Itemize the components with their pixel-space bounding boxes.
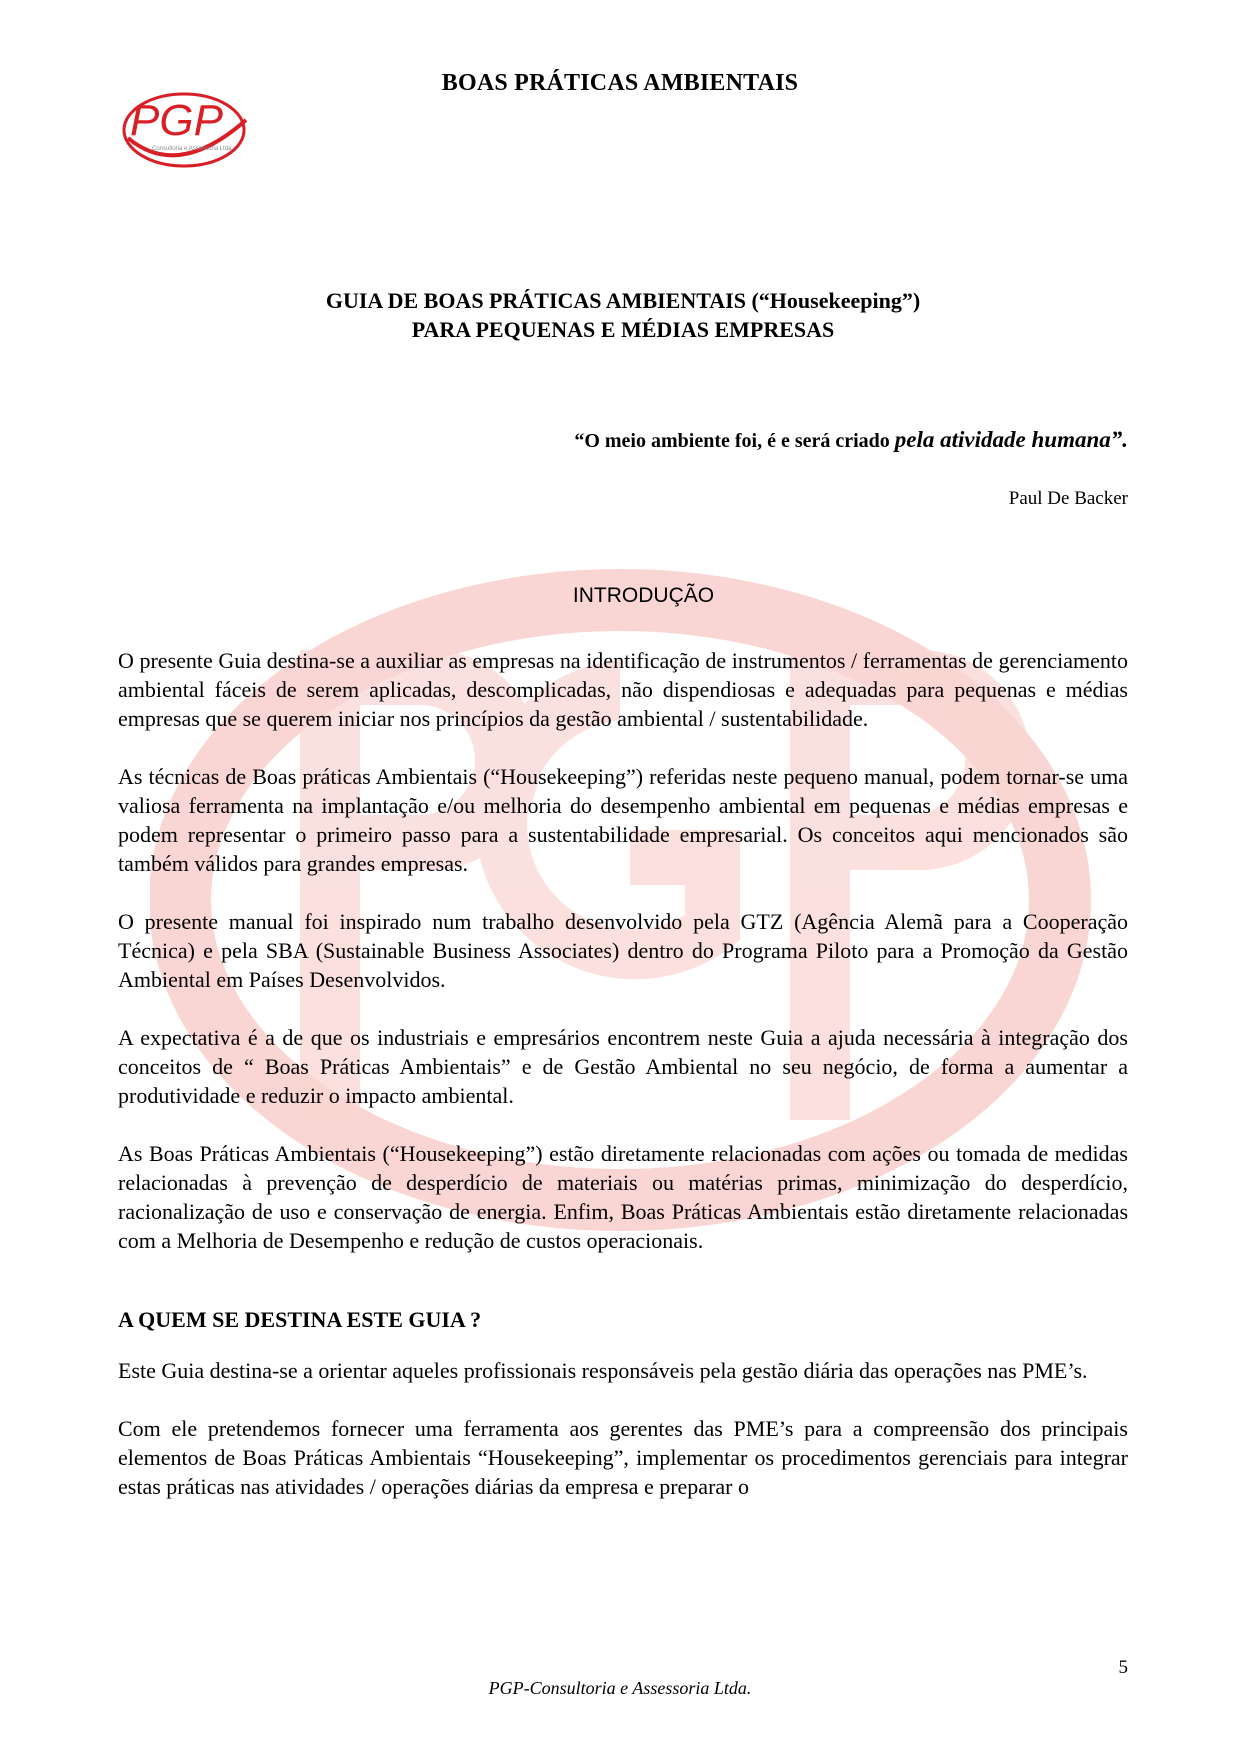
- intro-paragraph-4: A expectativa é a de que os industriais e empresários encontrem neste Guia a ajuda necessária à integração dos conceitos de “ Boas Práticas Ambientais” e de Gestão Ambiental no seu negócio, de forma a aumentar a produtividade e reduzir o impacto ambiental.: [118, 1025, 1128, 1108]
- intro-heading: INTRODUÇÃO: [572, 584, 715, 607]
- svg-text:PGP: PGP: [130, 96, 223, 145]
- section-heading-audience: A QUEM SE DESTINA ESTE GUIA ?: [118, 1307, 482, 1332]
- footer-company: PGP-Consultoria e Assessoria Ltda.: [488, 1678, 752, 1698]
- intro-paragraph-5: As Boas Práticas Ambientais (“Housekeeping”) estão diretamente relacionadas com ações ou tomada de medidas relacionadas à prevenção de desperdício de materiais ou matérias primas, minimização do desperdício, racionalização de uso e conservação de energia. Enfim, Boas Práticas Ambientais estão diretamente relacionadas com a Melhoria de Desempenho e redução de custos operacionais.: [118, 1141, 1128, 1253]
- quote-author: Paul De Backer: [1008, 488, 1128, 509]
- running-header-title: BOAS PRÁTICAS AMBIENTAIS: [441, 70, 799, 96]
- quote-emphasis: pela atividade humana”.: [894, 427, 1128, 452]
- pgp-logo: [118, 80, 258, 176]
- body-text: [118, 646, 1128, 1530]
- svg-text:Consultoria e Assessoria Ltda.: Consultoria e Assessoria Ltda.: [152, 146, 234, 152]
- intro-paragraph-2: As técnicas de Boas práticas Ambientais (“Housekeeping”) referidas neste pequeno manual, podem tornar-se uma valiosa ferramenta na implantação e/ou melhoria do desempenho ambiental em pequenas e médias empresas e podem representar o primeiro passo para a sustentabilidade empresarial. Os conceitos aqui mencionados são também válidos para grandes empresas.: [118, 764, 1128, 876]
- quote-text: “O meio ambiente foi, é e será criado: [574, 430, 895, 452]
- document-title-line-1: GUIA DE BOAS PRÁTICAS AMBIENTAIS (“Housekeeping”): [325, 288, 921, 313]
- document-title: [118, 286, 1128, 344]
- intro-paragraph-1: O presente Guia destina-se a auxiliar as empresas na identificação de instrumentos / ferramentas de gerenciamento ambiental fáceis de serem aplicadas, descomplicadas, não dispendiosas e adequadas para pequenas e médias empresas que se querem iniciar nos princípios da gestão ambiental / sustentabilidade.: [118, 648, 1128, 731]
- epigraph-quote: [574, 427, 1128, 453]
- page-number: 5: [1118, 1657, 1128, 1678]
- audience-paragraph-1: Este Guia destina-se a orientar aqueles profissionais responsáveis pela gestão diária das operações nas PME’s.: [118, 1358, 1088, 1383]
- intro-paragraph-3: O presente manual foi inspirado num trabalho desenvolvido pela GTZ (Agência Alemã para a Cooperação Técnica) e pela SBA (Sustainable Business Associates) dentro do Programa Piloto para a Promoção da Gestão Ambiental em Países Desenvolvidos.: [118, 909, 1128, 992]
- audience-paragraph-2: Com ele pretendemos fornecer uma ferramenta aos gerentes das PME’s para a compreensão dos principais elementos de Boas Práticas Ambientais “Housekeeping”, implementar os procedimentos gerenciais para integrar estas práticas nas atividades / operações diárias da empresa e preparar o: [118, 1416, 1128, 1499]
- document-title-line-2: PARA PEQUENAS E MÉDIAS EMPRESAS: [411, 317, 835, 342]
